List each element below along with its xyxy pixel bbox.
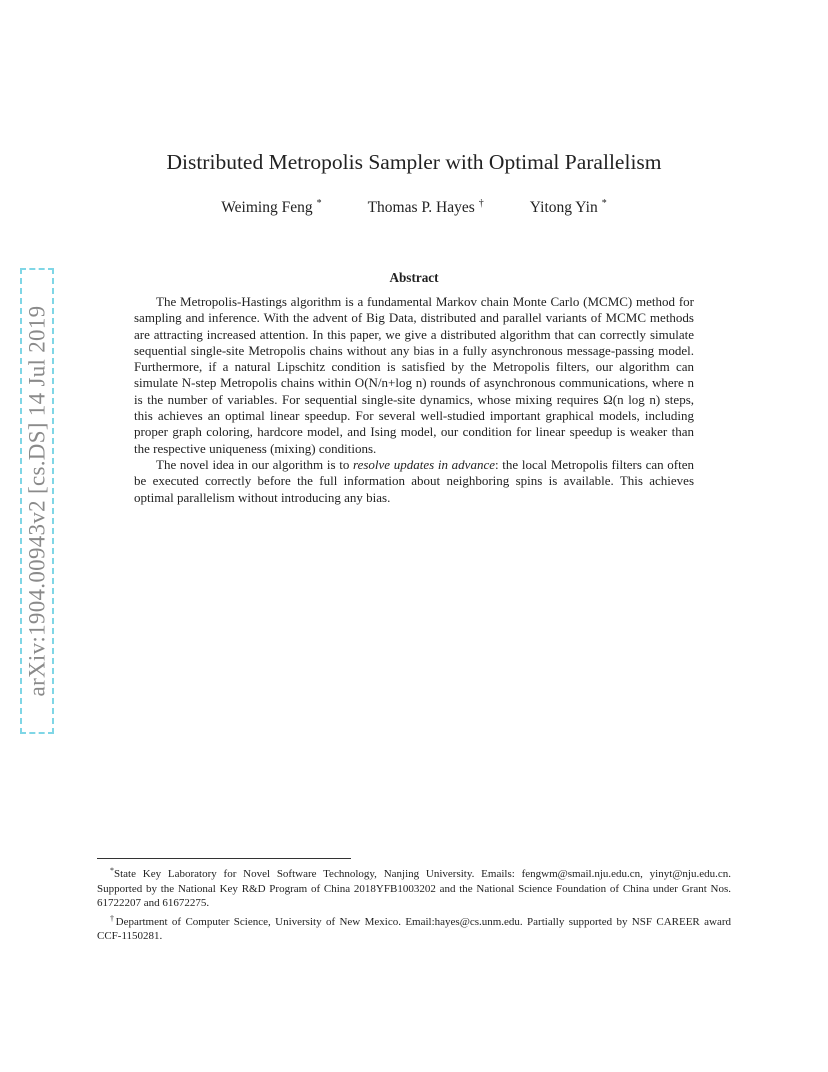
abstract-body: [134, 294, 694, 506]
footnote-text: State Key Laboratory for Novel Software Technology, Nanjing University. Emails: fengwm@smail.nju.edu.cn, yinyt@nju.edu.cn. Supported by the National Key R&D Program of China 2018YFB1003202 and the National Science Foundation of China under Grant Nos. 61722207 and 61672275.: [97, 868, 731, 910]
author-1: [221, 198, 321, 217]
footnote-divider: [97, 858, 351, 859]
footnote-2: [97, 912, 731, 944]
author-list: [0, 198, 828, 217]
author-affiliation-mark: *: [601, 198, 607, 209]
abstract-p2-end: : the local Metropolis filters can often be executed correctly before the full information about neighboring spins is available. This achieves optimal parallelism without introducing any bias.: [134, 456, 695, 505]
author-name: Weiming Feng: [221, 199, 313, 216]
footnote-mark: *: [110, 866, 114, 875]
arxiv-stamp: [20, 268, 54, 734]
footnotes: [97, 864, 731, 945]
arxiv-identifier: arXiv:1904.00943v2 [cs.DS] 14 Jul 2019: [24, 305, 50, 697]
author-name: Thomas P. Hayes: [367, 199, 475, 216]
footnote-text: Department of Computer Science, University of New Mexico. Email:hayes@cs.unm.edu. Partially supported by NSF CAREER award CCF-1150281.: [97, 915, 731, 943]
author-3: [530, 198, 607, 217]
footnote-mark: †: [110, 913, 116, 923]
abstract-p2-start: The novel idea in our algorithm is to: [156, 456, 354, 472]
abstract-heading: Abstract: [389, 270, 439, 285]
author-name: Yitong Yin: [529, 199, 598, 216]
author-2: [368, 198, 484, 217]
author-affiliation-mark: *: [316, 198, 322, 209]
abstract-paragraph-1: The Metropolis-Hastings algorithm is a fundamental Markov chain Monte Carlo (MCMC) method for sampling and inference. With the advent of Big Data, distributed and parallel variants of MCMC methods are attracting increased attention. In this paper, we give a distributed algorithm that can correctly simulate sequential single-site Metropolis chains without any bias in a fully asynchronous message-passing model. Furthermore, if a natural Lipschitz condition is satisfied by the Metropolis filters, our algorithm can simulate N-step Metropolis chains within O(N/n+log n) rounds of asynchronous communications, where n is the number of variables. For sequential single-site dynamics, whose mixing requires Ω(n log n) steps, this achieves an optimal linear speedup. For several well-studied important graphical models, including proper graph coloring, hardcore model, and Ising model, our condition for linear speedup is weaker than the respective uniqueness (mixing) conditions.: [134, 294, 694, 456]
author-affiliation-mark: †: [478, 198, 484, 209]
footnote-1: [97, 864, 731, 911]
abstract-emphasis: resolve updates in advance: [353, 456, 495, 472]
paper-title: Distributed Metropolis Sampler with Optimal Parallelism: [166, 150, 662, 174]
abstract-paragraph-2: [134, 457, 694, 506]
